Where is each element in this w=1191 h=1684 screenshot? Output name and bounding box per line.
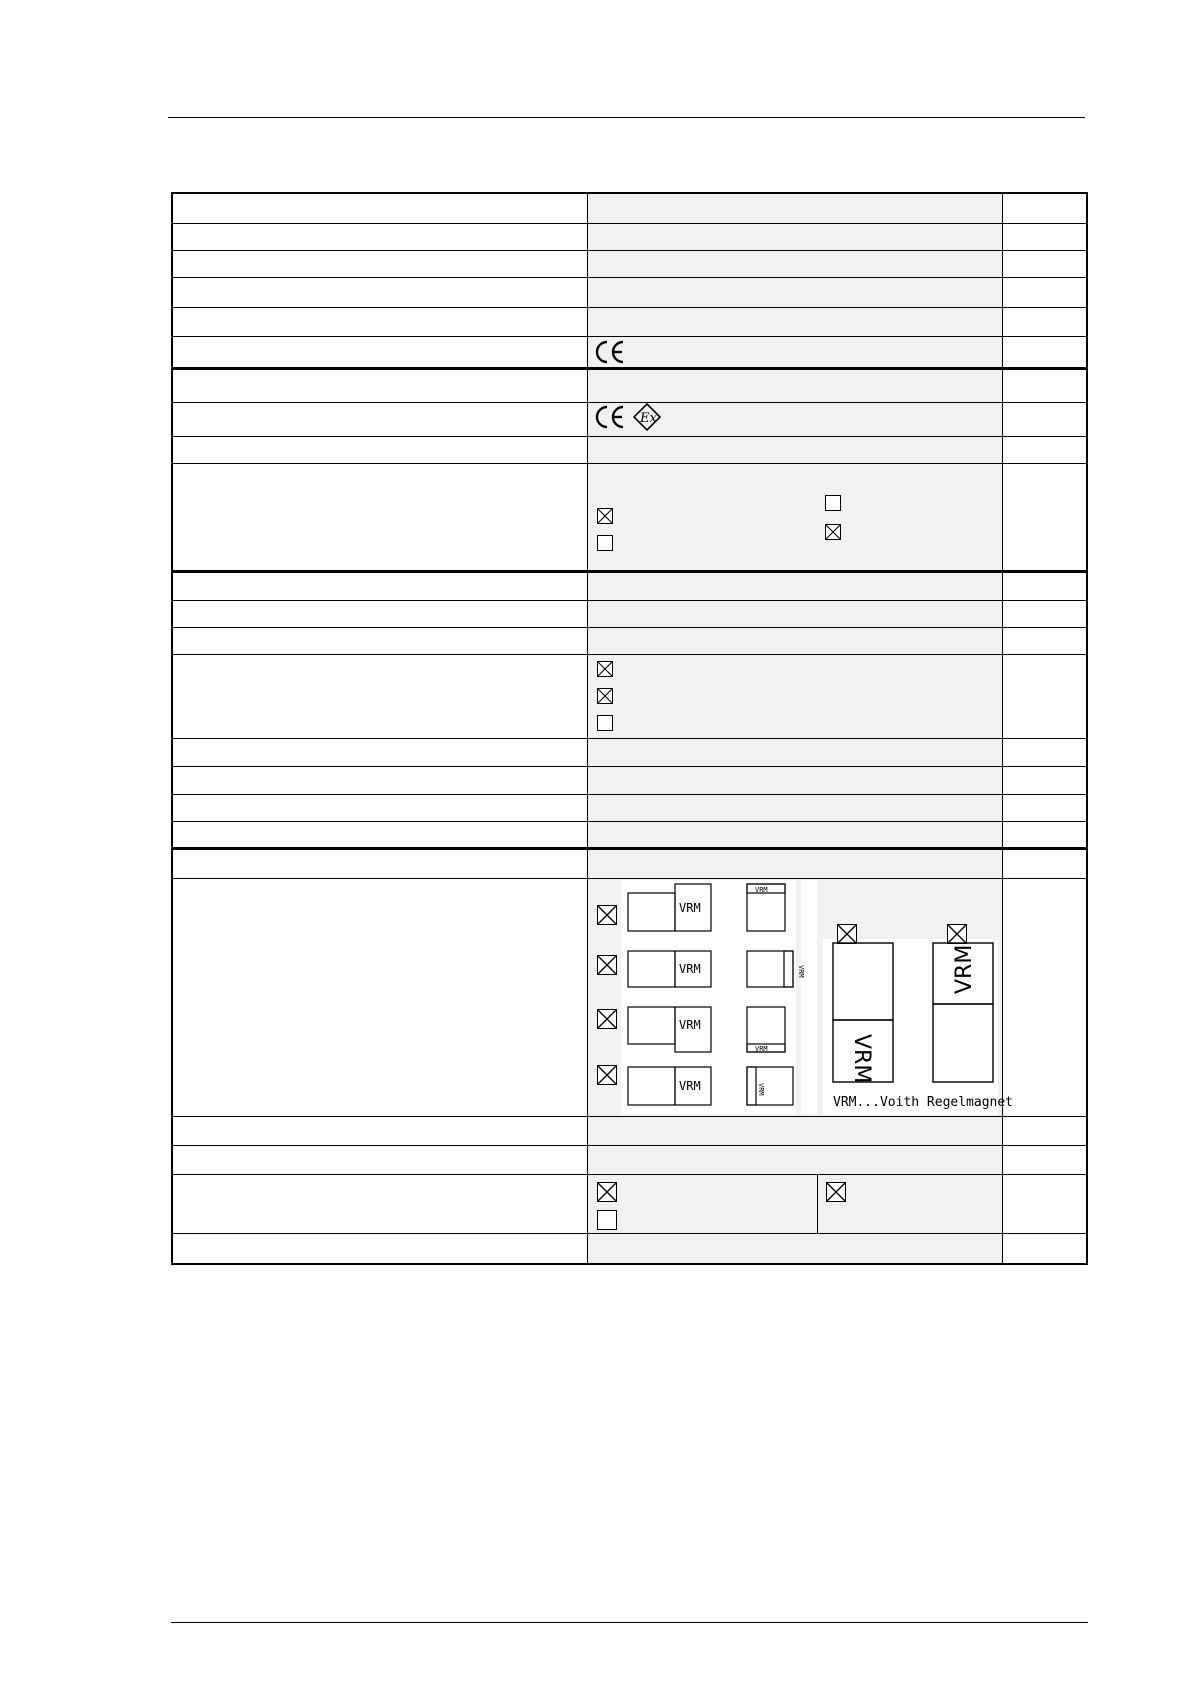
row-rule	[173, 250, 1086, 251]
row-rule	[173, 766, 1086, 767]
svg-text:VRM: VRM	[755, 1045, 768, 1053]
svg-text:VRM: VRM	[679, 962, 701, 976]
row-rule	[173, 307, 1086, 308]
checkbox-empty-icon[interactable]	[825, 495, 841, 511]
orientation-diagrams	[823, 939, 1003, 1089]
footer-rule	[171, 1622, 1088, 1623]
svg-text:VRM: VRM	[797, 965, 805, 978]
section-rule	[173, 847, 1086, 850]
row-rule	[173, 654, 1086, 655]
svg-text:VRM: VRM	[757, 1083, 765, 1096]
section-rule	[173, 367, 1086, 370]
spec-table	[171, 192, 1088, 1265]
checkbox-checked-icon[interactable]	[825, 524, 841, 540]
note-column	[1003, 194, 1086, 1263]
row-rule	[173, 402, 1086, 403]
svg-text:VRM: VRM	[952, 944, 977, 994]
row-rule	[173, 738, 1086, 739]
svg-text:VRM: VRM	[755, 886, 768, 894]
sub-column-divider	[817, 1174, 818, 1233]
checkbox-empty-icon[interactable]	[597, 715, 613, 731]
checkbox-checked-icon[interactable]	[597, 905, 617, 925]
svg-text:VRM: VRM	[679, 1018, 701, 1032]
row-rule	[173, 600, 1086, 601]
svg-text:Ex: Ex	[640, 411, 657, 426]
checkbox-empty-icon[interactable]	[597, 535, 613, 551]
svg-text:VRM: VRM	[849, 1034, 874, 1084]
checkbox-checked-icon[interactable]	[597, 661, 613, 677]
row-rule	[173, 463, 1086, 464]
row-rule	[173, 794, 1086, 795]
row-rule	[173, 277, 1086, 278]
row-rule	[173, 1145, 1086, 1146]
column-divider	[587, 194, 588, 1263]
label-column	[173, 194, 587, 1263]
mounting-diagrams	[621, 880, 821, 1116]
checkbox-checked-icon[interactable]	[597, 955, 617, 975]
checkbox-checked-icon[interactable]	[597, 508, 613, 524]
ce-mark-icon	[593, 339, 627, 370]
figure-caption: VRM...Voith Regelmagnet	[833, 1095, 1014, 1110]
row-rule	[173, 436, 1086, 437]
checkbox-checked-icon[interactable]	[597, 688, 613, 704]
checkbox-checked-icon[interactable]	[597, 1182, 617, 1202]
header-rule	[168, 117, 1085, 118]
row-rule	[173, 1116, 1086, 1117]
row-rule	[173, 223, 1086, 224]
checkbox-checked-icon[interactable]	[826, 1182, 846, 1202]
section-rule	[173, 570, 1086, 573]
ex-mark-icon	[633, 403, 661, 436]
row-rule	[173, 821, 1086, 822]
row-rule	[173, 878, 1086, 879]
row-rule	[173, 1174, 1086, 1175]
ce-mark-icon	[593, 404, 627, 435]
checkbox-checked-icon[interactable]	[597, 1009, 617, 1029]
row-rule	[173, 1233, 1086, 1234]
svg-text:VRM: VRM	[679, 901, 701, 915]
checkbox-checked-icon[interactable]	[597, 1065, 617, 1085]
svg-text:VRM: VRM	[679, 1079, 701, 1093]
row-rule	[173, 627, 1086, 628]
checkbox-empty-icon[interactable]	[597, 1210, 617, 1230]
row-rule	[173, 336, 1086, 337]
